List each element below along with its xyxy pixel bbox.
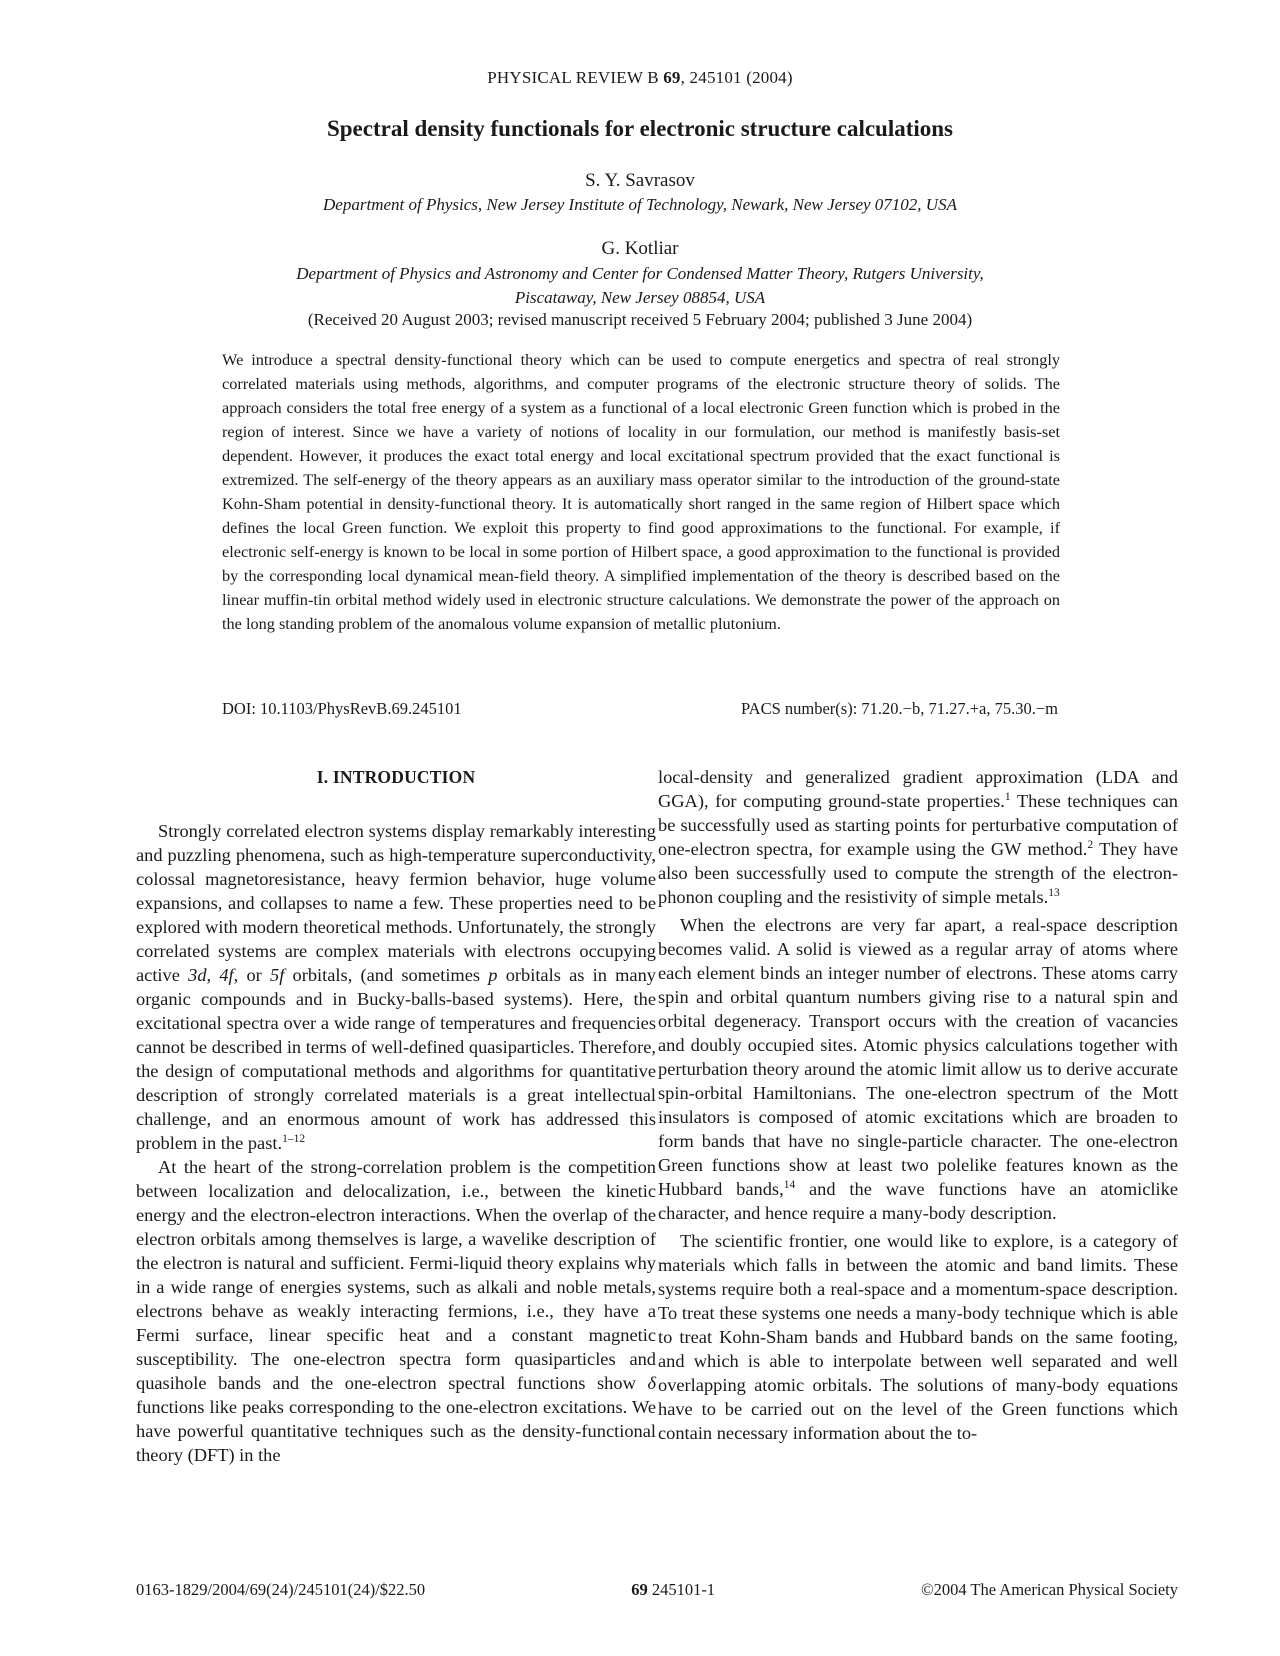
received-dates: (Received 20 August 2003; revised manuscript received 5 February 2004; published 3 June 2004) xyxy=(307,310,973,329)
journal-name: PHYSICAL REVIEW B xyxy=(487,68,659,87)
body-paragraph: Strongly correlated electron systems display remarkably interesting and puzzling phenomena, such as high-temperature superconductivity, colossal magnetoresistance, heavy fermion behavior, huge volume expansions, and collapses to name a few. These properties need to be explored with modern theoretical methods. Unfortunately, the strongly correlated systems are complex materials with electrons occupying active 3d, 4f, or 5f orbitals, (and sometimes p orbitals as in many organic compounds and in Bucky-balls-based systems). Here, the excitational spectra over a wide range of temperatures and frequencies cannot be described in terms of well-defined quasiparticles. Therefore, the design of computational methods and algorithms for quantitative description of strongly correlated materials is a great intellectual challenge, and an enormous amount of work has addressed this problem in the past.$^{1-12}$ xyxy=(136,821,656,1153)
body-paragraph: The scientific frontier, one would like to explore, is a category of materials which falls in between the atomic and band limits. These systems require both a real-space and a momentum-space description. To treat these systems one needs a many-body technique which is able to treat Kohn-Sham bands and Hubbard bands on the same footing, and which is able to interpolate between well separated and well overlapping atomic orbitals. The solutions of many-body equations have to be carried out on the level of the Green functions which contain necessary information about the to- xyxy=(658,1231,1178,1443)
copyright: ©2004 The American Physical Society xyxy=(921,1580,1178,1599)
page-number: 69 245101-1 xyxy=(631,1580,716,1599)
paper-title: Spectral density functionals for electronic structure calculations xyxy=(326,116,954,141)
author-name: G. Kotliar xyxy=(601,238,679,259)
author-affiliation: Department of Physics, New Jersey Institute of Technology, Newark, New Jersey 07102, USA xyxy=(323,195,957,214)
journal-year: (2004) xyxy=(746,68,793,87)
citation: 1 xyxy=(1004,790,1011,803)
author-name: S. Y. Savrasov xyxy=(585,170,695,191)
journal-volume: 69 xyxy=(663,68,681,87)
citation: 14 xyxy=(783,1178,796,1191)
section-heading: I. INTRODUCTION xyxy=(316,767,476,787)
abstract: We introduce a spectral density-functional theory which can be used to compute energetics and spectra of real strongly correlated materials using methods, algorithms, and computer programs of the electronic structure theory of solids. The approach considers the total free energy of a system as a functional of a local electronic Green function which is probed in the region of interest. Since we have a variety of notions of locality in our formulation, our method is manifestly basis-set dependent. However, it produces the exact total energy and local excitational spectrum provided that the exact functional is extremized. The self-energy of the theory appears as an auxiliary mass operator similar to the introduction of the ground-state Kohn-Sham potential in density-functional theory. It is automatically short ranged in the same region of Hilbert space which defines the local Green function. We exploit this property to find good approximations to the functional. For example, if electronic self-energy is known to be local in some portion of Hilbert space, a good approximation to the functional is provided by the corresponding local dynamical mean-field theory. A simplified implementation of the theory is described based on the linear muffin-tin orbital method widely used in electronic structure calculations. We demonstrate the power of the approach on the long standing problem of the anomalous volume expansion of metallic plutonium. xyxy=(222,350,1060,633)
right-column xyxy=(658,765,1178,1445)
body-paragraph: local-density and generalized gradient approximation (LDA and GGA), for computing ground-state properties.$^1$ These techniques can be successfully used as starting points for perturbative computation of one-electron spectra, for example using the GW method.$^2$ They have also been successfully used to compute the strength of the electron-phonon coupling and the resistivity of simple metals.$^{13}$ xyxy=(658,767,1178,907)
citation: 13 xyxy=(1048,886,1060,899)
citation: 2 xyxy=(1087,838,1094,851)
doi: DOI: 10.1103/PhysRevB.69.245101 xyxy=(222,699,462,718)
journal-header xyxy=(0,68,1280,88)
citation: 1–12 xyxy=(282,1132,306,1145)
left-column xyxy=(136,765,656,1467)
article-number: , 245101 xyxy=(680,68,742,87)
body-paragraph: At the heart of the strong-correlation problem is the competition between localization and delocalization, i.e., between the kinetic energy and the electron-electron interactions. When the overlap of the electron orbitals among themselves is large, a wavelike description of the electron is natural and sufficient. Fermi-liquid theory explains why in a wide range of energies systems, such as alkali and noble metals, electrons behave as weakly interacting fermions, i.e., they have a Fermi surface, linear specific heat and a constant magnetic susceptibility. The one-electron spectra form quasiparticles and quasihole bands and the one-electron spectral functions show δ functions like peaks corresponding to the one-electron excitations. We have powerful quantitative techniques such as the density-functional theory (DFT) in the xyxy=(136,1157,656,1465)
author-affiliation: Department of Physics and Astronomy and Center for Condensed Matter Theory, Rutgers University, xyxy=(296,264,984,283)
doi-pacs-line xyxy=(222,699,1060,719)
footer-code: 0163-1829/2004/69(24)/245101(24)/$22.50 xyxy=(136,1580,426,1599)
pacs-numbers: PACS number(s): 71.20.−b, 71.27.+a, 75.30.−m xyxy=(741,699,1058,718)
author-affiliation: Piscataway, New Jersey 08854, USA xyxy=(514,288,766,307)
body-paragraph: When the electrons are very far apart, a real-space description becomes valid. A solid is viewed as a regular array of atoms where each element binds an integer number of electrons. These atoms carry spin and orbital quantum numbers giving rise to a natural spin and orbital degeneracy. Transport occurs with the creation of vacancies and doubly occupied sites. Atomic physics calculations together with perturbation theory around the atomic limit allow us to derive accurate spin-orbital Hamiltonians. The one-electron spectrum of the Mott insulators is composed of atomic excitations which are broaden to form bands that have no single-particle character. The one-electron Green functions show at least two polelike features known as the Hubbard bands,$^{14}$ and the wave functions have an atomiclike character, and hence require a many-body description. xyxy=(658,915,1178,1223)
page-footer xyxy=(136,1580,1178,1600)
